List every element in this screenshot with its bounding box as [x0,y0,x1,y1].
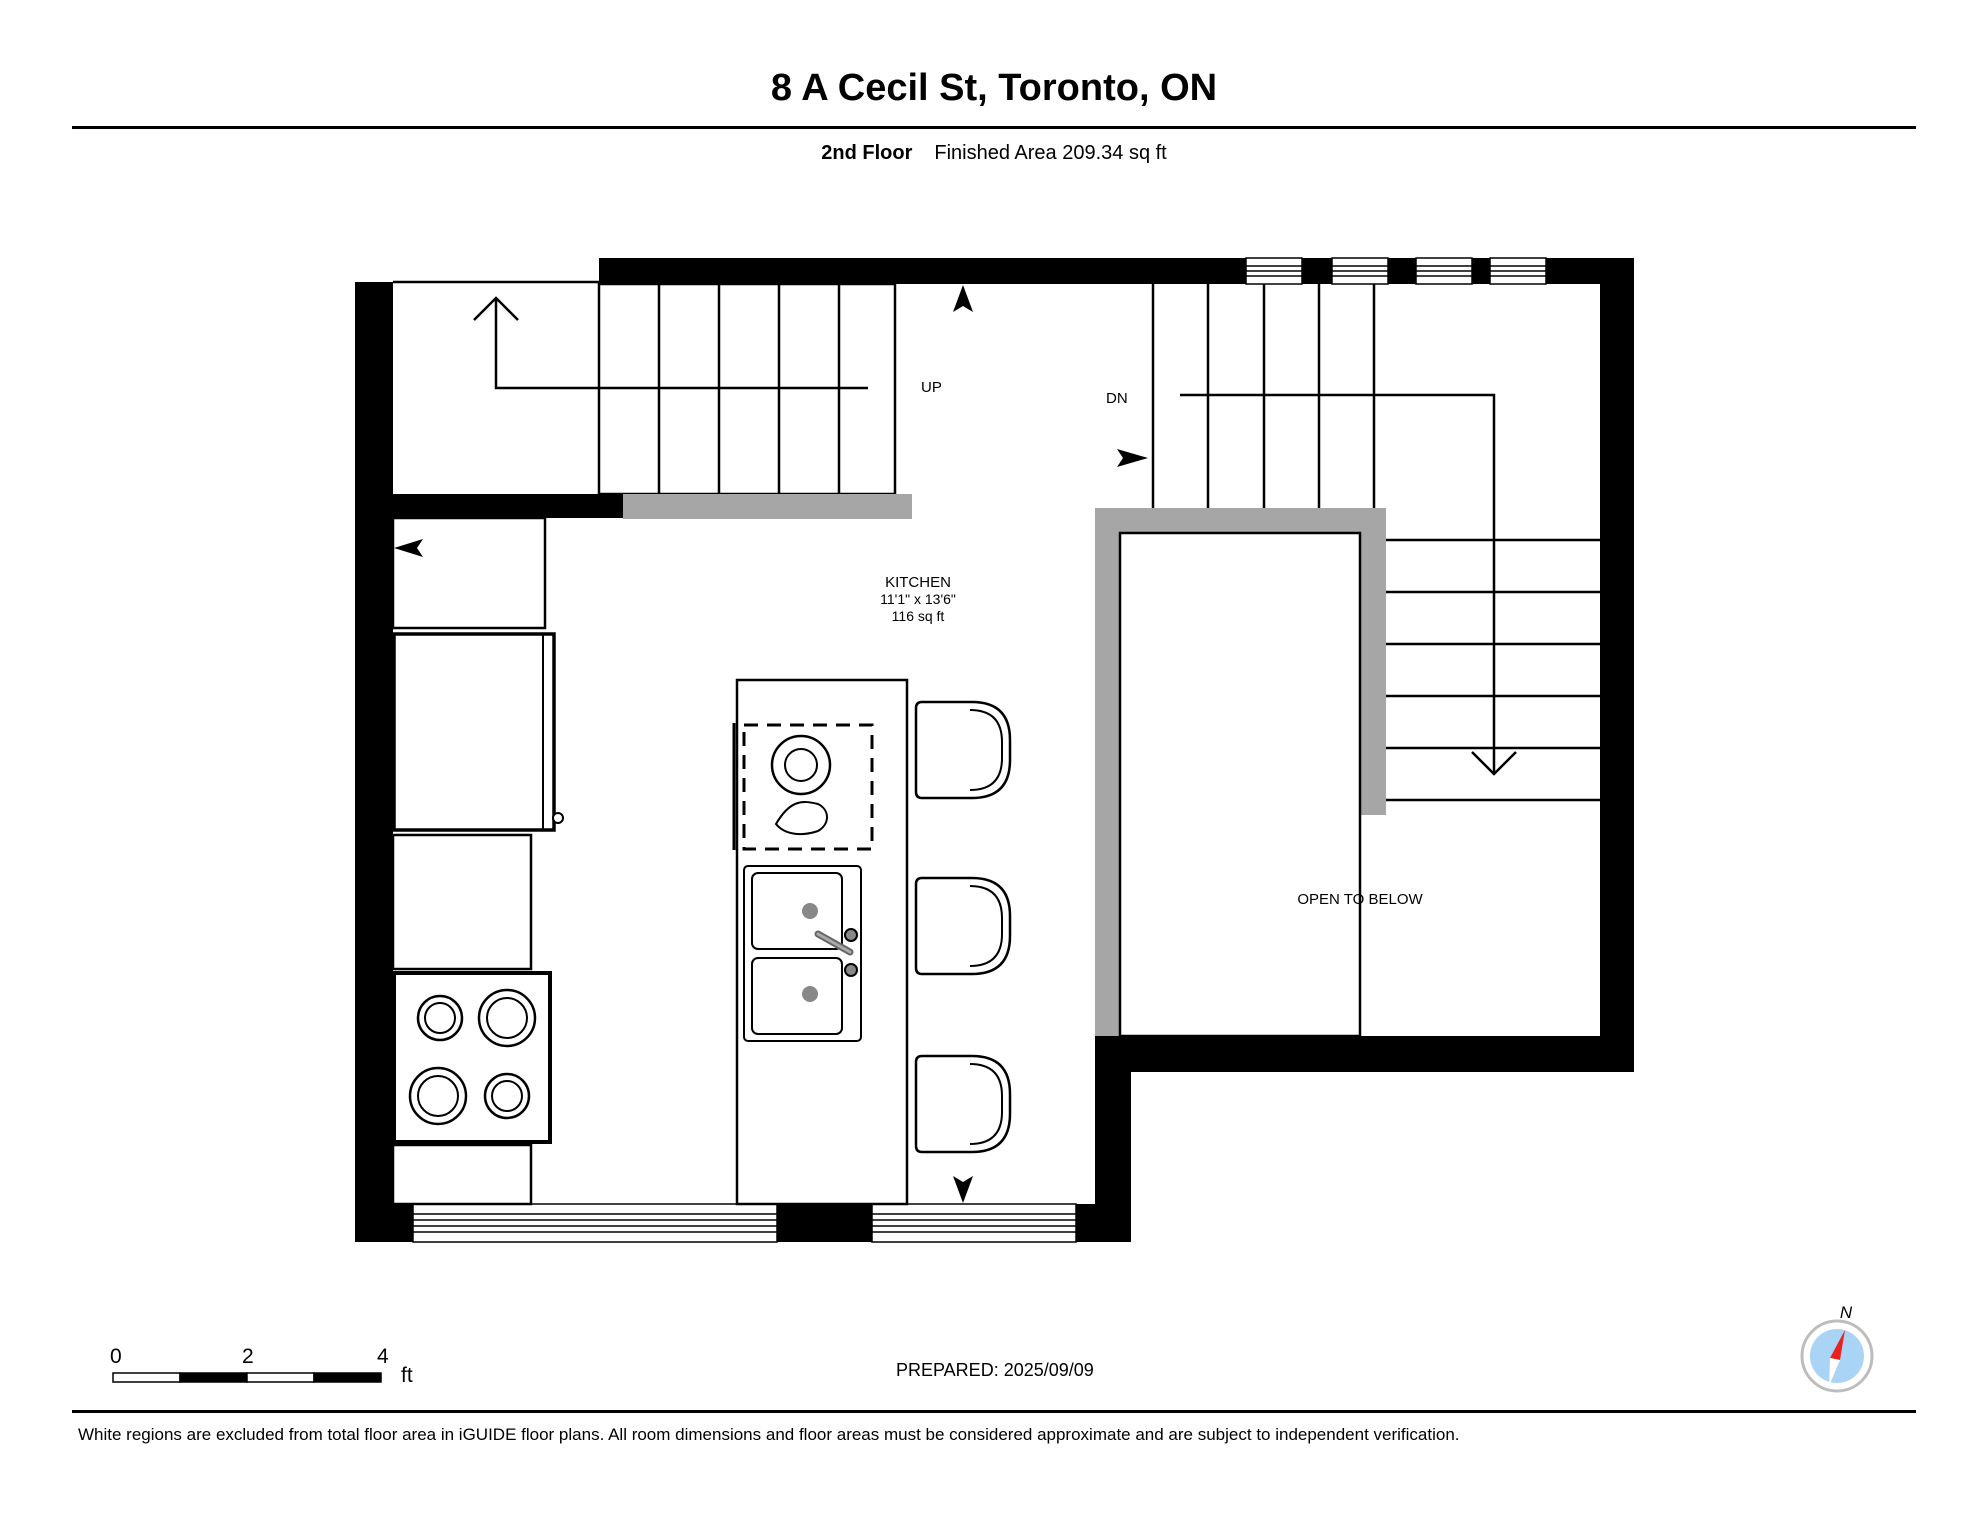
prepared-date: PREPARED: 2025/09/09 [896,1360,1094,1380]
stair-up-railing [623,494,912,519]
stool-2 [916,878,1010,974]
door-arrow-west [394,539,423,557]
north-window-4 [1490,258,1546,284]
stair-down-arrow [1180,395,1494,772]
room-name: KITCHEN [885,574,951,591]
landing-wall [393,494,623,518]
scale-unit: ft [401,1364,413,1387]
stair-up-arrow [496,300,868,388]
north-window-2 [1332,258,1388,284]
scale-tick-0: 0 [110,1345,122,1368]
stool-1 [916,702,1010,798]
compass-icon [1802,1303,1872,1391]
door-arrows [394,285,1148,1203]
south-window-1 [413,1204,777,1242]
scale-bar [113,1373,381,1382]
stair-up-label: UP [921,379,942,396]
scale-tick-4: 4 [377,1345,389,1368]
north-window-1 [1246,258,1302,284]
sink-drain-large [772,736,830,794]
floor-name: 2nd Floor [821,142,913,164]
stool-3 [916,1056,1010,1152]
page-title: 8 A Cecil St, Toronto, ON [770,67,1218,109]
double-sink [744,866,861,1041]
bar-stools [916,702,1010,1152]
finished-area: Finished Area 209.34 sq ft [934,142,1167,164]
door-arrow-stair [1117,449,1148,467]
counter-middle [393,835,531,969]
room-dimensions: 11'1" x 13'6" [880,591,956,607]
door-arrow-south [953,1176,973,1203]
exterior-walls [355,258,1634,1242]
footer-divider [72,1410,1916,1413]
north-window-3 [1416,258,1472,284]
stove [394,973,550,1142]
open-to-below-area [1120,533,1360,1036]
open-to-below-railing [1095,508,1386,1036]
compass-north-label: N [1839,1303,1853,1322]
south-east-wall [1095,1036,1634,1072]
stair-down-label: DN [1106,390,1128,407]
north-wall [599,258,1634,284]
east-wall [1600,258,1634,1072]
soap-dispenser [776,802,827,834]
counter-upper [393,518,545,628]
scale-tick-2: 2 [242,1345,254,1368]
stair-up [393,282,895,494]
south-window-2 [872,1204,1076,1242]
dishwasher [744,725,872,849]
west-counters [393,518,545,1204]
kitchen-island [734,680,907,1204]
disclaimer: White regions are excluded from total floor area in iGUIDE floor plans. All room dimensions and floor areas must be considered approximate and are subject to independent verification. [78,1425,1460,1444]
open-to-below-label: OPEN TO BELOW [1297,891,1423,908]
counter-lower [393,1145,531,1204]
refrigerator [394,634,563,830]
door-arrow-north [953,285,973,312]
west-wall [355,282,393,1242]
room-area: 116 sq ft [891,608,945,624]
